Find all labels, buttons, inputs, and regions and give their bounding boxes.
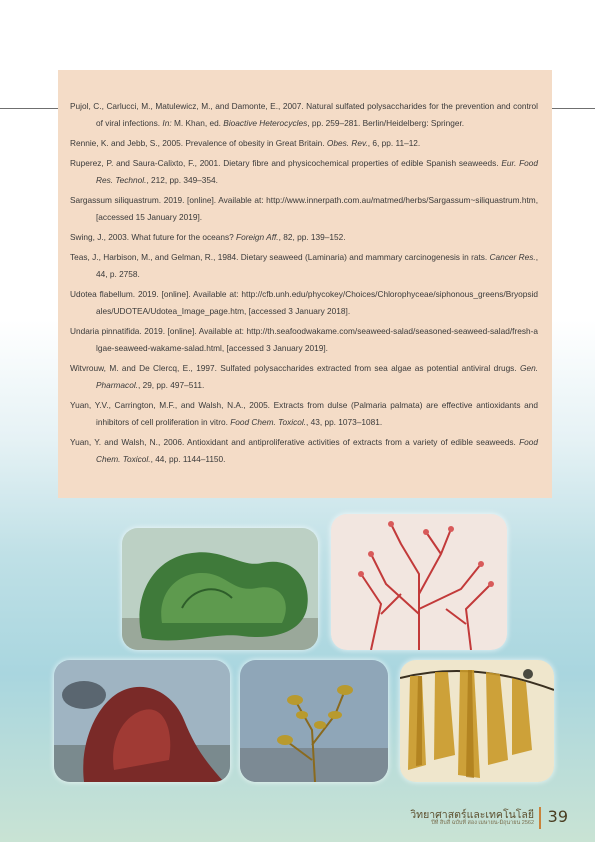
page-footer [410,806,570,834]
green-seaweed-photo [122,528,318,650]
reference-item: Yuan, Y. and Walsh, N., 2006. Antioxidant and antiproliferative activities of extracts from a variety of edible seaweeds. Food Chem. Toxicol., 44, pp. 1144–1150. [70,437,538,464]
dark-red-seaweed-photo [54,660,230,782]
reference-item: Rennie, K. and Jebb, S., 2005. Prevalence of obesity in Great Britain. Obes. Rev., 6, pp. 11–12. [70,138,421,148]
references-box [58,70,552,498]
reference-item: Yuan, Y.V., Carrington, M.F., and Walsh, N.A., 2005. Extracts from dulse (Palmaria palmata) are effective antioxidants and inhibitors of cell proliferation in vitro. Food Chem. Toxicol., 43, pp. 1073–1081. [70,400,538,427]
journal-title: วิทยาศาสตร์และเทคโนโลยี [410,809,534,821]
reference-item: Udotea flabellum. 2019. [online]. Available at: http://cfb.unh.edu/phycokey/Choices/Chlorophyceae/siphonous_greens/Bryopsidales/UDOTEA/Udotea_Image_page.htm, [accessed 3 January 2018]. [70,289,538,316]
header-rule-right [552,108,595,109]
red-branching-seaweed-photo [331,514,507,650]
header-rule-left [0,108,58,109]
reference-item: Teas, J., Harbison, M., and Gelman, R., 1984. Dietary seaweed (Laminaria) and mammary carcinogenesis in rats. Cancer Res., 44, p. 2758. [70,252,538,279]
page-number: 39 [547,807,568,826]
reference-item: Ruperez, P. and Saura-Calixto, F., 2001. Dietary fibre and physicochemical properties of edible Spanish seaweeds. Eur. Food Res. Technol., 212, pp. 349–354. [70,158,538,185]
reference-item: Undaria pinnatifida. 2019. [online]. Available at: http://th.seafoodwakame.com/seaweed-salad/seasoned-seaweed-salad/fresh-algae-seaweed-wakame-salad.html, [accessed 3 January 2019]. [70,326,538,353]
brown-sargassum-photo [240,660,388,782]
footer-divider [539,807,541,829]
reference-item: Swing, J., 2003. What future for the oceans? Foreign Aff., 82, pp. 139–152. [70,232,346,242]
journal-issue: ปีที่ สิบสี่ ฉบับที่ สอง เมษายน-มิถุนายน 2562 [431,820,534,826]
reference-item: Pujol, C., Carlucci, M., Matulewicz, M., and Damonte, E., 2007. Natural sulfated polysaccharides for the prevention and control of viral infections. In: M. Khan, ed. Bioactive Heterocycles, pp. 259–281. Berlin/Heidelberg: Springer. [70,101,538,128]
reference-item: Sargassum siliquastrum. 2019. [online]. Available at: http://www.innerpath.com.au/matmed/herbs/Sargassum~siliquastrum.htm, [accessed 15 January 2019]. [70,195,538,222]
reference-item: Witvrouw, M. and De Clercq, E., 1997. Sulfated polysaccharides extracted from sea algae as potential antiviral drugs. Gen. Pharmacol., 29, pp. 497–511. [70,363,538,390]
hanging-kelp-photo [400,660,554,782]
